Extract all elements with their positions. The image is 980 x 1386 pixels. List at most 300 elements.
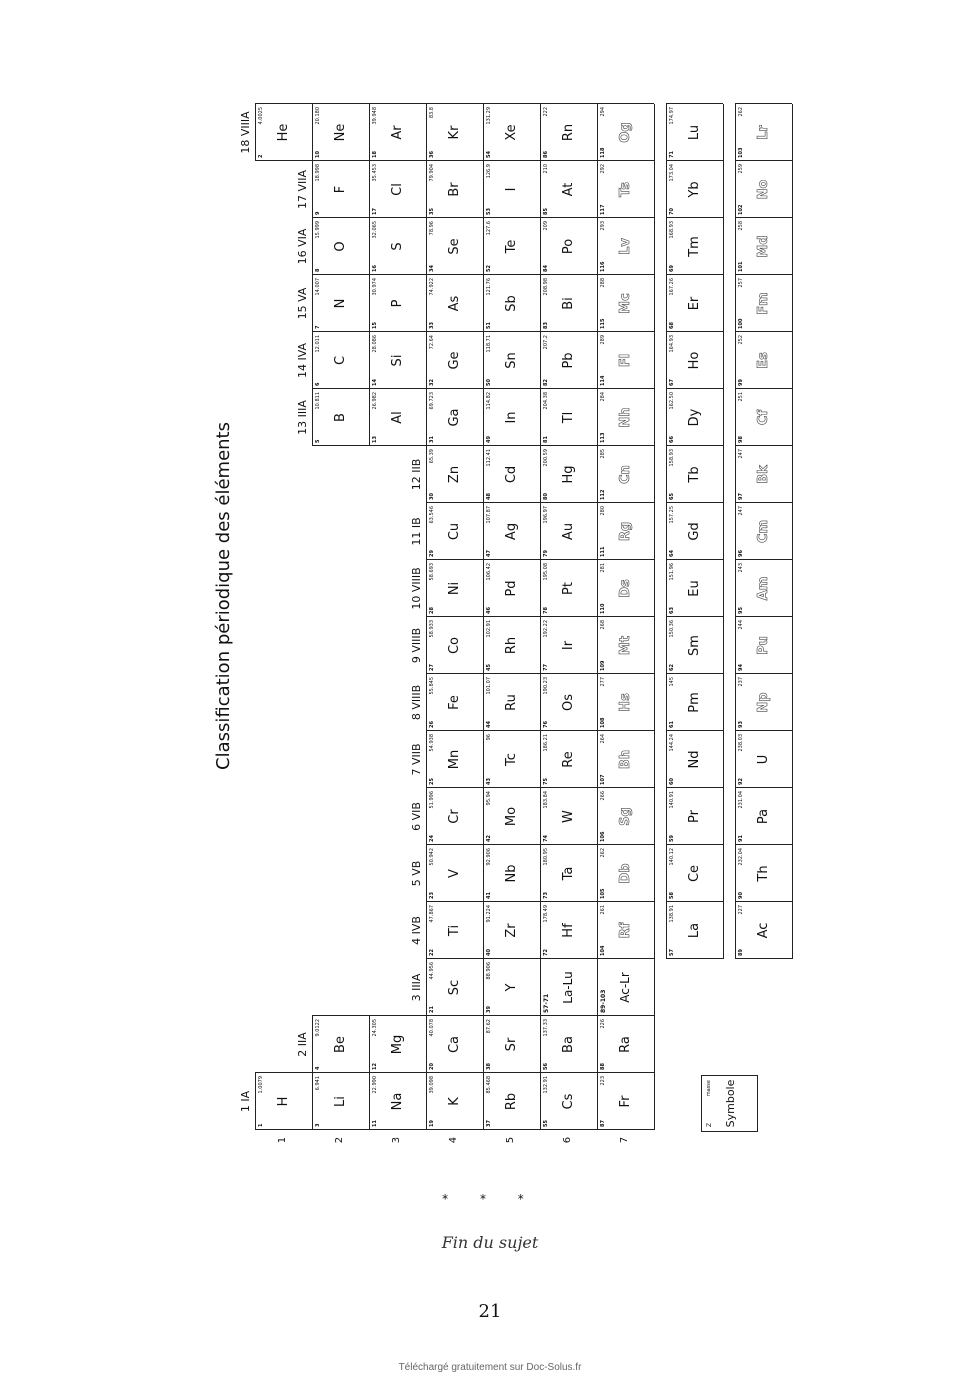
element-cell-rn: [540, 104, 597, 161]
element-symbol: Re: [561, 751, 576, 768]
grid-line: [735, 730, 792, 731]
atomic-mass: 132.91: [543, 1076, 549, 1094]
atomic-mass: 292: [600, 164, 606, 174]
element-cell-ag: [483, 503, 540, 560]
atomic-mass: 247: [738, 506, 744, 516]
atomic-number: 89-103: [600, 989, 607, 1013]
atomic-mass: 294: [600, 107, 606, 117]
element-cell-pa: [735, 788, 792, 845]
element-symbol: As: [447, 295, 462, 312]
atomic-mass: 15.999: [315, 221, 321, 239]
element-symbol: K: [447, 1097, 462, 1106]
separator-stars: * * *: [442, 1192, 538, 1206]
atomic-mass: 69.723: [429, 392, 435, 410]
element-symbol: Mg: [390, 1034, 405, 1055]
period-label: 4: [448, 1136, 459, 1144]
atomic-number: 112: [600, 489, 606, 500]
element-cell-mn: [426, 731, 483, 788]
atomic-number: 109: [600, 660, 606, 671]
atomic-number: 3: [315, 1123, 321, 1127]
element-symbol: Tc: [504, 753, 519, 766]
atomic-mass: 30.974: [372, 278, 378, 296]
atomic-number: 102: [738, 204, 744, 215]
grid-line: [369, 331, 426, 332]
atomic-number: 104: [600, 945, 606, 956]
atomic-number: 100: [738, 318, 744, 329]
element-cell-gd: [666, 503, 723, 560]
table-title: Classification périodique des éléments: [213, 422, 234, 770]
grid-line: [369, 103, 426, 104]
atomic-mass: 32.065: [372, 221, 378, 239]
element-cell-al: [369, 389, 426, 446]
grid-line: [483, 502, 540, 503]
element-cell-se: [426, 218, 483, 275]
atomic-mass: 63.546: [429, 506, 435, 524]
element-cell-ac: [735, 902, 792, 959]
element-cell-ra: [597, 1016, 654, 1073]
atomic-mass: 88.906: [486, 962, 492, 980]
atomic-mass: 174.97: [669, 107, 675, 125]
grid-line: [597, 1015, 654, 1016]
element-symbol: Ta: [561, 866, 576, 881]
element-symbol: Na: [390, 1092, 405, 1111]
atomic-mass: 114.82: [486, 392, 492, 410]
grid-line: [426, 1129, 483, 1130]
element-symbol: U: [756, 754, 771, 765]
element-symbol: Ru: [504, 694, 519, 711]
grid-line: [597, 331, 654, 332]
group-label: 3 IIIA: [410, 973, 423, 1002]
grid-line: [426, 844, 483, 845]
period-label: 2: [334, 1136, 345, 1144]
atomic-number: 14: [372, 379, 378, 386]
grid-line: [426, 388, 483, 389]
atomic-number: 69: [669, 265, 675, 272]
grid-line: [426, 1015, 483, 1016]
element-cell-pb: [540, 332, 597, 389]
element-cell-nd: [666, 731, 723, 788]
group-label: 10 VIIIB: [410, 567, 423, 610]
atomic-number: 15: [372, 322, 378, 329]
atomic-mass: 91.224: [486, 905, 492, 923]
atomic-number: 74: [543, 835, 549, 842]
grid-line: [312, 388, 369, 389]
grid-line: [483, 1129, 540, 1130]
atomic-number: 43: [486, 778, 492, 785]
grid-line: [540, 787, 597, 788]
element-symbol: Mn: [447, 749, 462, 770]
element-symbol: Li: [333, 1096, 348, 1107]
atomic-mass: 24.305: [372, 1019, 378, 1037]
grid-line: [666, 104, 667, 959]
grid-line: [654, 104, 655, 1130]
element-cell-la: [666, 902, 723, 959]
grid-line: [426, 958, 483, 959]
grid-line: [540, 844, 597, 845]
group-label: 16 VIA: [296, 228, 309, 265]
element-cell-rh: [483, 617, 540, 674]
grid-line: [735, 787, 792, 788]
period-label: 6: [562, 1136, 573, 1144]
element-symbol: Cs: [561, 1093, 576, 1110]
grid-line: [597, 559, 654, 560]
element-cell-cf: [735, 389, 792, 446]
grid-line: [735, 445, 792, 446]
element-cell-no: [735, 161, 792, 218]
grid-line: [735, 901, 792, 902]
atomic-mass: 22.990: [372, 1076, 378, 1094]
atomic-mass: 131.29: [486, 107, 492, 125]
element-symbol: Mt: [618, 635, 633, 656]
periodic-table: [195, 70, 795, 1150]
element-cell-ti: [426, 902, 483, 959]
atomic-number: 23: [429, 892, 435, 899]
atomic-number: 98: [738, 436, 744, 443]
element-symbol: Np: [756, 692, 771, 713]
element-cell-in: [483, 389, 540, 446]
atomic-mass: 54.938: [429, 734, 435, 752]
element-symbol: Al: [390, 411, 405, 424]
grid-line: [426, 901, 483, 902]
atomic-number: 93: [738, 721, 744, 728]
atomic-number: 105: [600, 888, 606, 899]
element-symbol: Lu: [687, 124, 702, 141]
atomic-mass: 280: [600, 506, 606, 516]
atomic-mass: 118.71: [486, 335, 492, 353]
element-cell-og: [597, 104, 654, 161]
atomic-number: 39: [486, 1006, 492, 1013]
element-symbol: Lr: [756, 125, 771, 140]
element-cell-n: [312, 275, 369, 332]
atomic-number: 22: [429, 949, 435, 956]
element-cell-ru: [483, 674, 540, 731]
element-cell-am: [735, 560, 792, 617]
element-symbol: Sm: [687, 635, 702, 656]
atomic-mass: 262: [738, 107, 744, 117]
grid-line: [735, 217, 792, 218]
grid-line: [735, 388, 792, 389]
atomic-number: 64: [669, 550, 675, 557]
atomic-number: 34: [429, 265, 435, 272]
element-symbol: Be: [333, 1036, 348, 1053]
atomic-mass: 257: [738, 278, 744, 288]
grid-line: [369, 274, 426, 275]
atomic-mass: 47.867: [429, 905, 435, 923]
element-symbol: Ra: [618, 1036, 633, 1053]
element-symbol: Pu: [756, 636, 771, 655]
element-cell-ni: [426, 560, 483, 617]
grid-line: [735, 616, 792, 617]
element-symbol: Te: [504, 239, 519, 254]
atomic-mass: 44.956: [429, 962, 435, 980]
atomic-mass: 26.982: [372, 392, 378, 410]
atomic-number: 85: [543, 208, 549, 215]
group-label: 7 VIIB: [410, 743, 423, 776]
atomic-number: 44: [486, 721, 492, 728]
element-cell-u: [735, 731, 792, 788]
grid-line: [312, 103, 369, 104]
atomic-mass: 232.04: [738, 848, 744, 866]
element-cell-mc: [597, 275, 654, 332]
atomic-mass: 51.996: [429, 791, 435, 809]
atomic-number: 38: [486, 1063, 492, 1070]
atomic-number: 19: [429, 1120, 435, 1127]
atomic-number: 5: [315, 439, 321, 443]
element-symbol: F: [333, 185, 348, 194]
element-cell-rg: [597, 503, 654, 560]
element-symbol: Sn: [504, 352, 519, 369]
atomic-number: 90: [738, 892, 744, 899]
atomic-number: 101: [738, 261, 744, 272]
atomic-mass: 183.84: [543, 791, 549, 809]
atomic-mass: 126.9: [486, 164, 492, 179]
atomic-mass: 288: [600, 278, 606, 288]
atomic-mass: 150.36: [669, 620, 675, 638]
element-symbol: Am: [756, 576, 771, 601]
atomic-number: 92: [738, 778, 744, 785]
element-symbol: Ce: [687, 864, 702, 883]
group-label: 13 IIIA: [296, 400, 309, 435]
element-cell-lv: [597, 218, 654, 275]
atomic-mass: 210: [543, 164, 549, 174]
atomic-number: 68: [669, 322, 675, 329]
element-symbol: At: [561, 182, 576, 197]
element-cell-v: [426, 845, 483, 902]
atomic-mass: 35.453: [372, 164, 378, 182]
atomic-number: 9: [315, 211, 321, 215]
element-symbol: Yb: [687, 181, 702, 198]
grid-line: [540, 1072, 597, 1073]
element-cell-sc: [426, 959, 483, 1016]
grid-line: [540, 1015, 597, 1016]
grid-line: [666, 445, 723, 446]
atomic-mass: 186.21: [543, 734, 549, 752]
atomic-mass: 140.12: [669, 848, 675, 866]
atomic-mass: 258: [738, 221, 744, 231]
atomic-mass: 209: [543, 221, 549, 231]
atomic-mass: 285: [600, 449, 606, 459]
element-symbol: Zn: [447, 465, 462, 484]
element-cell-la-lu: [540, 959, 597, 1016]
grid-line: [666, 274, 723, 275]
element-cell-ho: [666, 332, 723, 389]
grid-line: [666, 559, 723, 560]
element-cell-rb: [483, 1073, 540, 1130]
element-symbol: Ga: [447, 408, 462, 427]
atomic-number: 27: [429, 664, 435, 671]
atomic-mass: 40.078: [429, 1019, 435, 1037]
atomic-mass: 252: [738, 335, 744, 345]
legend-box: [701, 1075, 758, 1132]
grid-line: [369, 104, 370, 446]
grid-line: [597, 1129, 654, 1130]
grid-line: [426, 502, 483, 503]
element-symbol: Nh: [618, 407, 633, 428]
grid-line: [597, 388, 654, 389]
element-cell-ta: [540, 845, 597, 902]
atomic-mass: 9.0122: [315, 1019, 321, 1037]
grid-line: [426, 217, 483, 218]
atomic-mass: 18.998: [315, 164, 321, 182]
element-cell-w: [540, 788, 597, 845]
element-cell-pr: [666, 788, 723, 845]
element-symbol: Fe: [447, 695, 462, 710]
grid-line: [483, 388, 540, 389]
element-cell-hg: [540, 446, 597, 503]
group-label: 4 IVB: [410, 916, 423, 945]
atomic-number: 65: [669, 493, 675, 500]
element-cell-f: [312, 161, 369, 218]
atomic-number: 96: [738, 550, 744, 557]
atomic-number: 113: [600, 432, 606, 443]
atomic-mass: 101.07: [486, 677, 492, 695]
atomic-mass: 6.941: [315, 1076, 321, 1091]
element-symbol: Sc: [447, 979, 462, 996]
atomic-mass: 244: [738, 620, 744, 630]
element-symbol: Au: [561, 522, 576, 541]
element-cell-he: [255, 104, 312, 161]
atomic-number: 16: [372, 265, 378, 272]
atomic-number: 8: [315, 268, 321, 272]
grid-line: [312, 1072, 369, 1073]
element-symbol: Ag: [504, 522, 519, 541]
atomic-number: 110: [600, 603, 606, 614]
element-cell-ge: [426, 332, 483, 389]
element-symbol: Ts: [618, 182, 633, 197]
grid-line: [540, 103, 597, 104]
element-symbol: In: [504, 411, 519, 424]
element-cell-bi: [540, 275, 597, 332]
element-symbol: Bi: [561, 297, 576, 310]
group-label: 11 IB: [410, 517, 423, 546]
atomic-mass: 102.91: [486, 620, 492, 638]
element-cell-th: [735, 845, 792, 902]
atomic-number: 18: [372, 151, 378, 158]
element-cell-yb: [666, 161, 723, 218]
element-symbol: Ti: [447, 924, 462, 937]
atomic-mass: 173.04: [669, 164, 675, 182]
atomic-mass: 4.0025: [258, 107, 264, 125]
element-cell-dy: [666, 389, 723, 446]
atomic-mass: 50.942: [429, 848, 435, 866]
grid-line: [483, 331, 540, 332]
atomic-mass: 58.933: [429, 620, 435, 638]
element-cell-mg: [369, 1016, 426, 1073]
grid-line: [483, 104, 484, 1130]
atomic-number: 71: [669, 151, 675, 158]
element-symbol: Rb: [504, 1092, 519, 1111]
element-symbol: Sr: [504, 1037, 519, 1052]
atomic-number: 12: [372, 1063, 378, 1070]
grid-line: [312, 160, 369, 161]
grid-line: [597, 844, 654, 845]
element-symbol: Y: [504, 983, 519, 992]
period-label: 1: [277, 1136, 288, 1144]
atomic-mass: 10.811: [315, 392, 321, 410]
atomic-number: 77: [543, 664, 549, 671]
element-symbol: Br: [447, 182, 462, 197]
element-symbol: Ds: [618, 579, 633, 598]
grid-line: [597, 730, 654, 731]
atomic-mass: 208.98: [543, 278, 549, 296]
element-cell-mo: [483, 788, 540, 845]
atomic-number: 40: [486, 949, 492, 956]
atomic-mass: 55.845: [429, 677, 435, 695]
element-symbol: Ac: [756, 922, 771, 939]
element-symbol: He: [276, 123, 291, 142]
atomic-number: 86: [543, 151, 549, 158]
atomic-mass: 251: [738, 392, 744, 402]
element-cell-te: [483, 218, 540, 275]
atomic-number: 114: [600, 375, 606, 386]
grid-line: [666, 673, 723, 674]
atomic-number: 2: [258, 154, 264, 158]
element-symbol: Xe: [504, 124, 519, 141]
atomic-number: 52: [486, 265, 492, 272]
element-cell-i: [483, 161, 540, 218]
atomic-number: 94: [738, 664, 744, 671]
element-symbol: Sg: [618, 807, 633, 826]
legend-z: Z: [706, 1122, 713, 1127]
grid-line: [426, 1072, 483, 1073]
grid-line: [483, 103, 540, 104]
grid-line: [369, 1015, 426, 1016]
element-symbol: Ho: [687, 351, 702, 370]
atomic-mass: 226: [600, 1019, 606, 1029]
element-symbol: Sb: [504, 295, 519, 312]
element-cell-hf: [540, 902, 597, 959]
element-cell-cs: [540, 1073, 597, 1130]
grid-line: [255, 1073, 256, 1130]
atomic-mass: 259: [738, 164, 744, 174]
atomic-number: 46: [486, 607, 492, 614]
element-cell-es: [735, 332, 792, 389]
grid-line: [597, 160, 654, 161]
grid-line: [735, 958, 792, 959]
element-cell-lu: [666, 104, 723, 161]
element-symbol: Os: [561, 694, 576, 712]
grid-line: [426, 616, 483, 617]
grid-line: [255, 1072, 312, 1073]
element-symbol: Th: [756, 865, 771, 882]
grid-line: [255, 104, 256, 161]
group-label: 2 IIA: [296, 1032, 309, 1057]
grid-line: [597, 901, 654, 902]
element-cell-zn: [426, 446, 483, 503]
grid-line: [312, 445, 369, 446]
element-symbol: No: [756, 179, 771, 200]
atomic-mass: 92.906: [486, 848, 492, 866]
element-symbol: Ne: [333, 123, 348, 142]
element-symbol: H: [276, 1096, 291, 1107]
element-symbol: Fl: [618, 353, 633, 368]
atomic-mass: 106.42: [486, 563, 492, 581]
atomic-number: 82: [543, 379, 549, 386]
element-symbol: Pd: [504, 580, 519, 597]
atomic-number: 63: [669, 607, 675, 614]
grid-line: [735, 673, 792, 674]
grid-line: [540, 1129, 597, 1130]
element-cell-xe: [483, 104, 540, 161]
element-symbol: Mo: [504, 806, 519, 827]
element-symbol: Si: [390, 354, 405, 367]
grid-line: [540, 502, 597, 503]
element-symbol: Og: [618, 122, 633, 143]
element-cell-p: [369, 275, 426, 332]
grid-line: [426, 104, 427, 1130]
grid-line: [597, 502, 654, 503]
group-label: 6 VIB: [410, 802, 423, 831]
